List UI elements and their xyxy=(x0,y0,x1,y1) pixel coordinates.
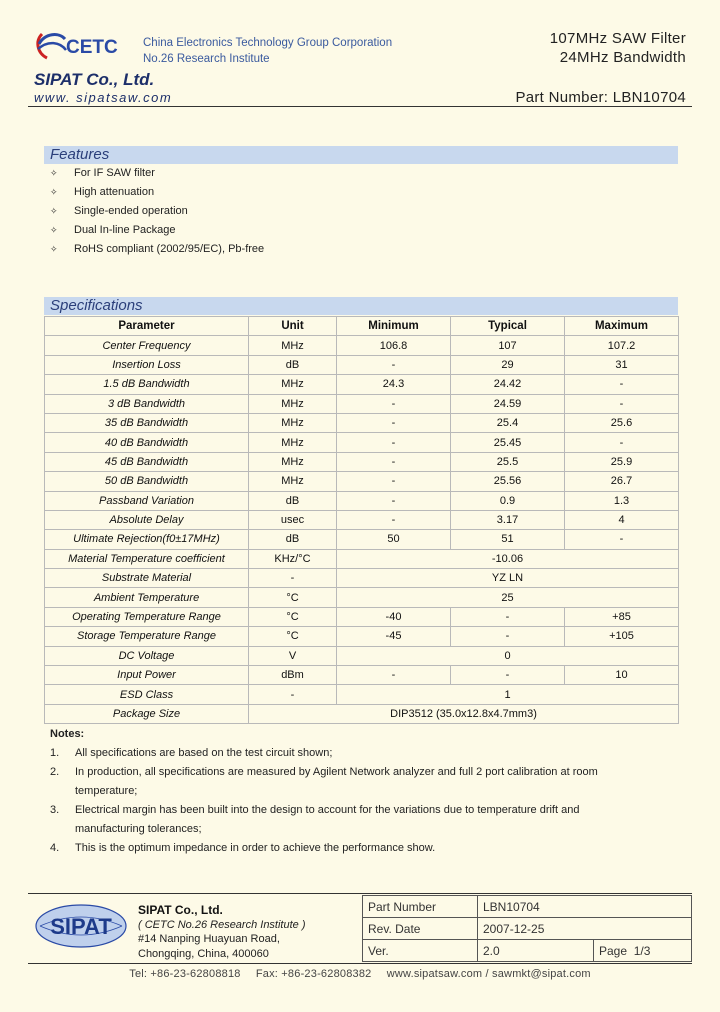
value-cell: 51 xyxy=(451,530,565,549)
parameter-cell: Insertion Loss xyxy=(45,355,249,374)
cetc-logo xyxy=(34,28,130,62)
diamond-bullet-icon: ✧ xyxy=(50,244,58,254)
value-cell: 29 xyxy=(451,355,565,374)
features-heading: Features xyxy=(44,146,678,164)
note-text: Electrical margin has been built into the design to account for the variations due to temperature drift and manufacturing tolerances; xyxy=(75,804,580,835)
value-cell: MHz xyxy=(249,452,337,471)
value-cell: - xyxy=(565,530,679,549)
doc-info-row xyxy=(363,940,692,962)
value-cell: -45 xyxy=(337,627,451,646)
value-cell: - xyxy=(249,685,337,704)
diamond-bullet-icon: ✧ xyxy=(50,187,58,197)
parameter-cell: 50 dB Bandwidth xyxy=(45,472,249,491)
column-header: Minimum xyxy=(337,317,451,336)
table-row xyxy=(45,607,679,626)
footer-city: Chongqing, China, 400060 xyxy=(138,947,269,960)
parameter-cell: Package Size xyxy=(45,704,249,723)
value-cell: 50 xyxy=(337,530,451,549)
rev-date-value: 2007-12-25 xyxy=(478,918,692,940)
value-cell: MHz xyxy=(249,394,337,413)
column-header: Unit xyxy=(249,317,337,336)
value-cell: - xyxy=(451,607,565,626)
feature-text: Dual In-line Package xyxy=(74,224,176,236)
value-cell: 107 xyxy=(451,336,565,355)
parameter-cell: Ambient Temperature xyxy=(45,588,249,607)
value-cell: 25.45 xyxy=(451,433,565,452)
rev-date-label: Rev. Date xyxy=(363,918,478,940)
value-cell: - xyxy=(337,355,451,374)
page-cell xyxy=(594,940,692,962)
table-row xyxy=(45,472,679,491)
part-number-value: LBN10704 xyxy=(478,896,692,918)
value-cell: 0 xyxy=(337,646,679,665)
value-cell: - xyxy=(451,666,565,685)
feature-item xyxy=(50,243,264,255)
value-cell: 31 xyxy=(565,355,679,374)
parameter-cell: Storage Temperature Range xyxy=(45,627,249,646)
value-cell: 25.56 xyxy=(451,472,565,491)
table-row xyxy=(45,375,679,394)
value-cell: 25.4 xyxy=(451,413,565,432)
doc-info-row xyxy=(363,896,692,918)
page-value: 1/3 xyxy=(633,943,651,958)
table-row xyxy=(45,549,679,568)
page-label: Page xyxy=(599,943,628,958)
value-cell: - xyxy=(565,433,679,452)
value-cell: MHz xyxy=(249,472,337,491)
parameter-cell: Operating Temperature Range xyxy=(45,607,249,626)
value-cell: 24.3 xyxy=(337,375,451,394)
value-cell: 25.5 xyxy=(451,452,565,471)
value-cell: - xyxy=(451,627,565,646)
table-row xyxy=(45,588,679,607)
table-header-row xyxy=(45,317,679,336)
value-cell: - xyxy=(337,491,451,510)
note-number: 3. xyxy=(50,804,60,816)
svg-text:CETC: CETC xyxy=(66,37,118,58)
note-number: 1. xyxy=(50,747,60,759)
feature-text: For IF SAW filter xyxy=(74,167,155,179)
table-row xyxy=(45,510,679,529)
note-text: All specifications are based on the test circuit shown; xyxy=(75,747,333,759)
feature-text: Single-ended operation xyxy=(74,205,188,217)
value-cell: MHz xyxy=(249,413,337,432)
column-header: Parameter xyxy=(45,317,249,336)
parameter-cell: Input Power xyxy=(45,666,249,685)
value-cell: °C xyxy=(249,627,337,646)
feature-item xyxy=(50,205,188,217)
table-row xyxy=(45,413,679,432)
feature-item xyxy=(50,167,155,179)
value-cell: dB xyxy=(249,530,337,549)
value-cell: MHz xyxy=(249,375,337,394)
table-row xyxy=(45,666,679,685)
parameter-cell: Absolute Delay xyxy=(45,510,249,529)
org-line2: No.26 Research Institute xyxy=(143,53,270,65)
table-row xyxy=(45,452,679,471)
table-row xyxy=(45,530,679,549)
title-line2: 24MHz Bandwidth xyxy=(559,49,686,66)
part-number-title: Part Number: LBN10704 xyxy=(515,89,686,106)
parameter-cell: Material Temperature coefficient xyxy=(45,549,249,568)
value-cell: - xyxy=(337,452,451,471)
value-cell: MHz xyxy=(249,336,337,355)
value-cell: 26.7 xyxy=(565,472,679,491)
value-cell: 106.8 xyxy=(337,336,451,355)
title-line1: 107MHz SAW Filter xyxy=(549,30,686,47)
value-cell: - xyxy=(565,394,679,413)
part-number-label: Part Number xyxy=(363,896,478,918)
column-header: Typical xyxy=(451,317,565,336)
parameter-cell: ESD Class xyxy=(45,685,249,704)
value-cell: 25 xyxy=(337,588,679,607)
note-item xyxy=(50,744,635,763)
note-text: This is the optimum impedance in order to achieve the performance show. xyxy=(75,842,436,854)
value-cell: - xyxy=(249,569,337,588)
feature-item xyxy=(50,186,154,198)
value-cell: 0.9 xyxy=(451,491,565,510)
table-row xyxy=(45,433,679,452)
value-cell: MHz xyxy=(249,433,337,452)
feature-item xyxy=(50,224,176,236)
value-cell: dB xyxy=(249,355,337,374)
value-cell: - xyxy=(565,375,679,394)
value-cell: 10 xyxy=(565,666,679,685)
version-label: Ver. xyxy=(363,940,478,962)
value-cell: 4 xyxy=(565,510,679,529)
parameter-cell: Substrate Material xyxy=(45,569,249,588)
value-cell: 24.42 xyxy=(451,375,565,394)
value-cell: - xyxy=(337,394,451,413)
diamond-bullet-icon: ✧ xyxy=(50,206,58,216)
value-cell: 25.6 xyxy=(565,413,679,432)
value-cell: - xyxy=(337,666,451,685)
doc-info-row xyxy=(363,918,692,940)
org-line1: China Electronics Technology Group Corporation xyxy=(143,37,393,49)
value-cell: +105 xyxy=(565,627,679,646)
parameter-cell: Ultimate Rejection(f0±17MHz) xyxy=(45,530,249,549)
website-link[interactable]: www. sipatsaw.com xyxy=(34,90,173,105)
table-row xyxy=(45,569,679,588)
specifications-heading: Specifications xyxy=(44,297,678,315)
parameter-cell: 3 dB Bandwidth xyxy=(45,394,249,413)
note-number: 4. xyxy=(50,842,60,854)
feature-text: RoHS compliant (2002/95/EC), Pb-free xyxy=(74,243,265,255)
footer-street: #14 Nanping Huayuan Road, xyxy=(138,933,280,945)
value-cell: KHz/°C xyxy=(249,549,337,568)
notes-section xyxy=(50,725,635,858)
value-cell: YZ LN xyxy=(337,569,679,588)
footer-web-email[interactable]: www.sipatsaw.com / sawmkt@sipat.com xyxy=(386,968,591,980)
value-cell: 3.17 xyxy=(451,510,565,529)
parameter-cell: Center Frequency xyxy=(45,336,249,355)
diamond-bullet-icon: ✧ xyxy=(50,225,58,235)
parameter-cell: DC Voltage xyxy=(45,646,249,665)
value-cell: 107.2 xyxy=(565,336,679,355)
contact-line xyxy=(28,968,692,980)
value-cell: °C xyxy=(249,607,337,626)
header-divider xyxy=(28,106,692,107)
parameter-cell: 40 dB Bandwidth xyxy=(45,433,249,452)
value-cell: - xyxy=(337,510,451,529)
parameter-cell: Passband Variation xyxy=(45,491,249,510)
feature-text: High attenuation xyxy=(74,186,155,198)
value-cell: V xyxy=(249,646,337,665)
specifications-table xyxy=(44,316,679,724)
note-item xyxy=(50,801,635,839)
diamond-bullet-icon: ✧ xyxy=(50,168,58,178)
value-cell: 24.59 xyxy=(451,394,565,413)
value-cell: dBm xyxy=(249,666,337,685)
table-row xyxy=(45,394,679,413)
value-cell: dB xyxy=(249,491,337,510)
value-cell: - xyxy=(337,433,451,452)
note-text: In production, all specifications are measured by Agilent Network analyzer and full 2 port calibration at room temperature; xyxy=(75,766,598,797)
svg-text:SIPAT: SIPAT xyxy=(50,914,112,939)
footer-company: SIPAT Co., Ltd. xyxy=(138,903,223,917)
company-name: SIPAT Co., Ltd. xyxy=(34,70,155,89)
parameter-cell: 35 dB Bandwidth xyxy=(45,413,249,432)
note-number: 2. xyxy=(50,766,60,778)
table-row xyxy=(45,336,679,355)
version-value: 2.0 xyxy=(478,940,594,962)
doc-info-table xyxy=(362,895,692,962)
value-cell: DIP3512 (35.0x12.8x4.7mm3) xyxy=(249,704,679,723)
table-row xyxy=(45,355,679,374)
value-cell: 1.3 xyxy=(565,491,679,510)
org-name xyxy=(143,35,392,67)
table-row xyxy=(45,627,679,646)
parameter-cell: 1.5 dB Bandwidth xyxy=(45,375,249,394)
footer-tel: Tel: +86-23-62808818 xyxy=(129,968,241,980)
value-cell: - xyxy=(337,413,451,432)
value-cell: +85 xyxy=(565,607,679,626)
table-row xyxy=(45,491,679,510)
footer-address xyxy=(138,903,306,961)
column-header: Maximum xyxy=(565,317,679,336)
table-row xyxy=(45,685,679,704)
value-cell: usec xyxy=(249,510,337,529)
footer-fax: Fax: +86-23-62808382 xyxy=(255,968,372,980)
value-cell: -10.06 xyxy=(337,549,679,568)
value-cell: 1 xyxy=(337,685,679,704)
value-cell: - xyxy=(337,472,451,491)
sipat-logo xyxy=(34,903,128,949)
value-cell: -40 xyxy=(337,607,451,626)
parameter-cell: 45 dB Bandwidth xyxy=(45,452,249,471)
note-item xyxy=(50,763,635,801)
note-item xyxy=(50,839,635,858)
table-row xyxy=(45,704,679,723)
notes-title: Notes: xyxy=(50,728,85,740)
value-cell: °C xyxy=(249,588,337,607)
table-row xyxy=(45,646,679,665)
footer-institute: ( CETC No.26 Research Institute ) xyxy=(138,918,306,931)
value-cell: 25.9 xyxy=(565,452,679,471)
